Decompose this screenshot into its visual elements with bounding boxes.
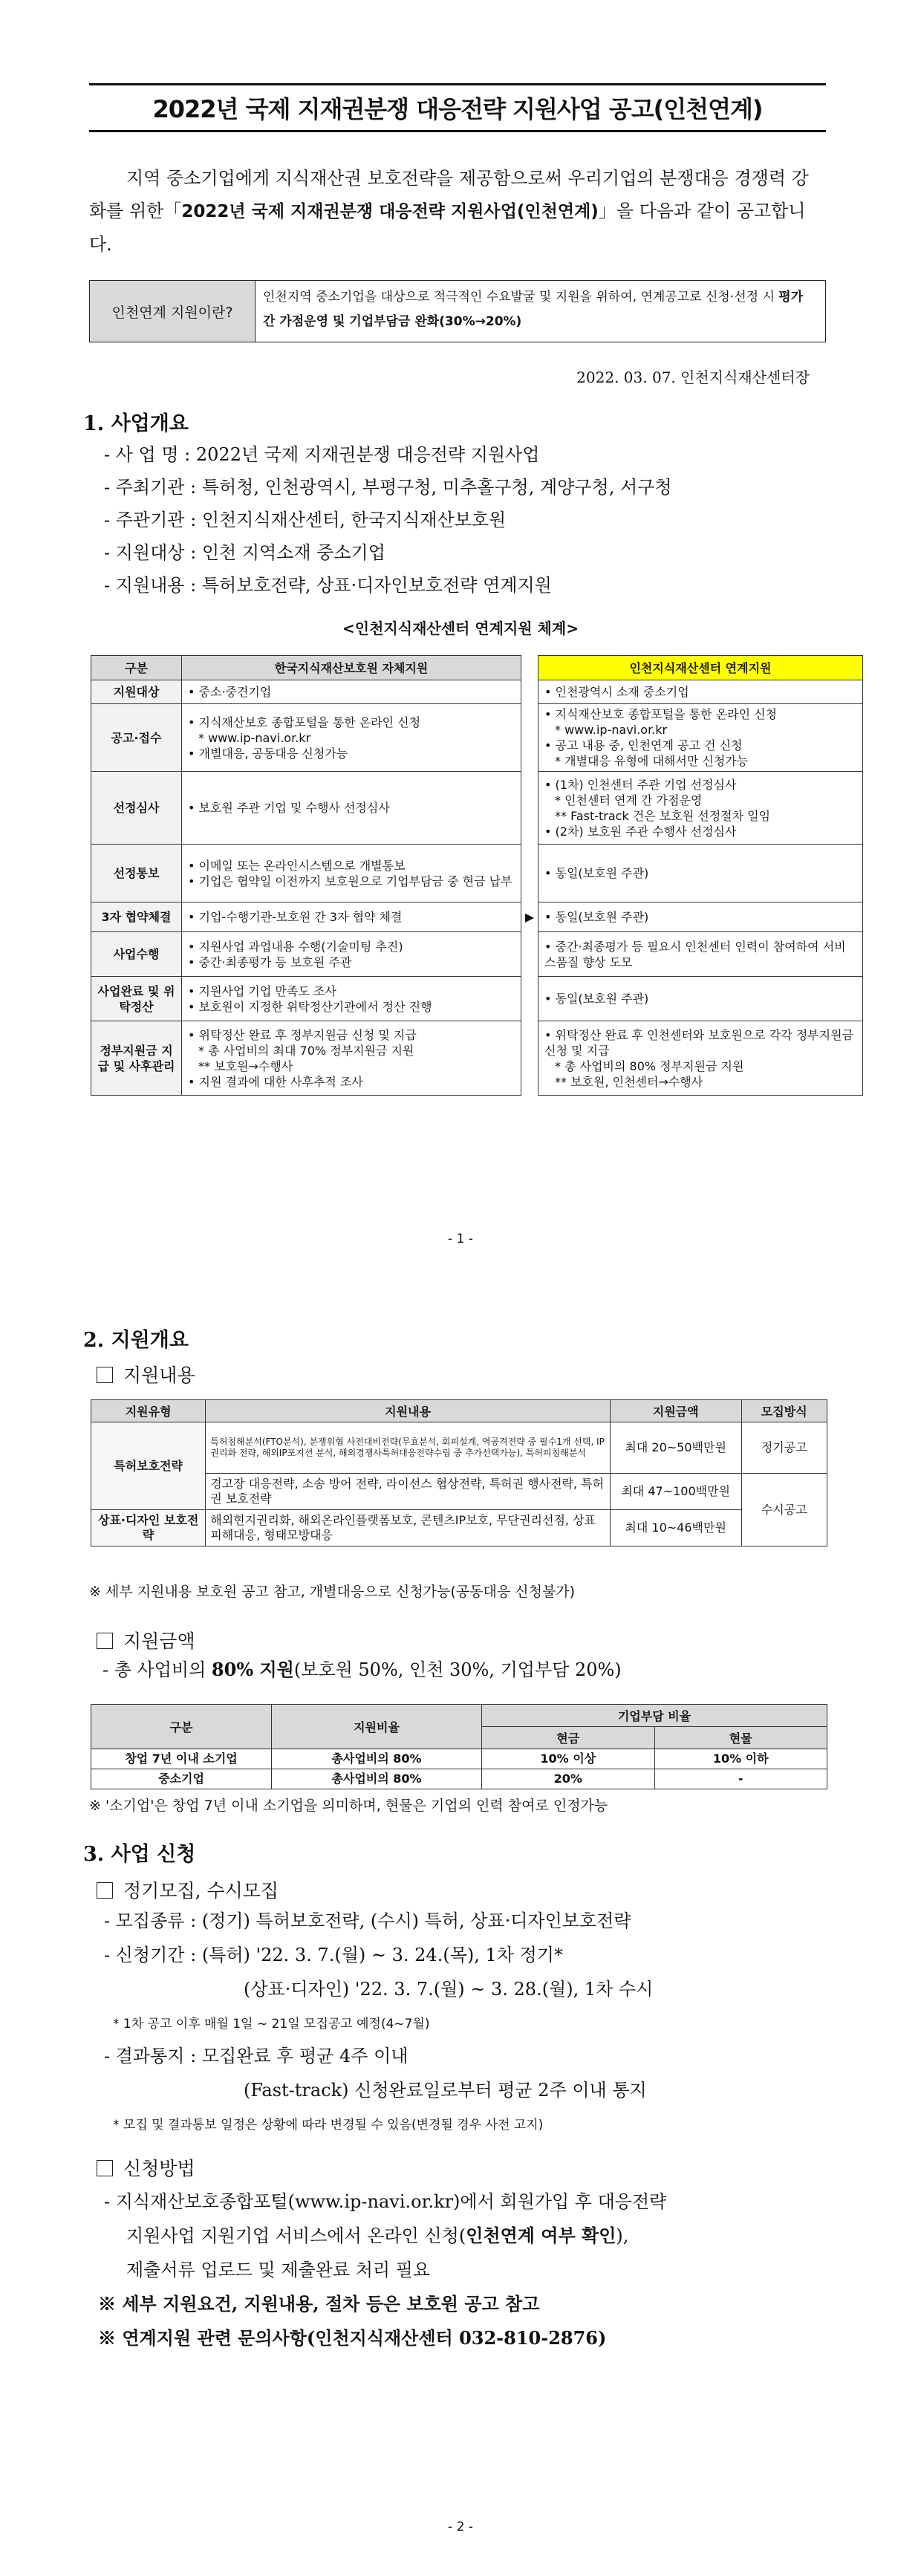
checkbox-square-icon	[97, 1367, 113, 1383]
rate-row-1-cash: 10% 이상	[482, 1749, 655, 1769]
subsection-recruitment	[97, 1876, 279, 1903]
method-line-2c: ),	[616, 2225, 629, 2246]
flow-cell-right	[538, 680, 863, 704]
support-header-type: 지원유형	[91, 1400, 206, 1422]
flow-cell-right	[538, 845, 863, 902]
subsection-method	[97, 2154, 195, 2181]
flow-cell-line: ** 보호원→수행사	[198, 1058, 293, 1073]
support-patent-amount-1: 최대 20~50백만원	[610, 1422, 741, 1474]
flow-arrow-cell	[521, 680, 538, 704]
flow-cell-line: • 보호원이 지정한 위탁정산기관에서 정산 진행	[188, 999, 432, 1014]
flow-cell-line: • 지식재산보호 종합포털을 통한 온라인 신청	[188, 715, 421, 729]
intro-text-2: 」을 다음과 같이 공고합니다.	[89, 201, 806, 255]
flow-cell-line: * 인천센터 연계 간 가점운영	[555, 793, 703, 807]
flow-header-category: 구분	[91, 656, 182, 680]
right-arrow-icon: ▶	[524, 910, 535, 924]
method-line-2a: 지원사업 지원기업 서비스에서 온라인 신청(	[126, 2225, 466, 2246]
flow-row-label: 선정통보	[91, 845, 182, 902]
rate-row-1-rate: 총사업비의 80%	[272, 1749, 482, 1769]
support-header-content: 지원내용	[206, 1400, 611, 1422]
flow-header-gap	[521, 656, 538, 680]
flow-cell-line: • (2차) 보호원 주관 수행사 선정심사	[544, 824, 737, 839]
overview-item-5: - 지원내용 : 특허보호전략, 상표·디자인보호전략 연계지원	[104, 575, 552, 596]
support-flow-table	[91, 655, 863, 1096]
result-notice-fasttrack: (Fast-track) 신청완료일로부터 평균 2주 이내 통지	[244, 2080, 647, 2101]
flow-cell-line: • 중간·최종평가 등 필요시 인천센터 인력이 참여하여 서비스품질 향상 도모	[544, 939, 846, 969]
definition-label: 인천연계 지원이란?	[90, 281, 256, 342]
intro-program-name: 2022년 국제 지재권분쟁 대응전략 지원사업(인천연계)	[181, 202, 599, 221]
flow-arrow-cell	[521, 902, 538, 932]
flow-arrow-cell	[521, 845, 538, 902]
apply-period-brand: (상표·디자인) '22. 3. 7.(월) ~ 3. 28.(월), 1차 수시	[244, 1979, 654, 2000]
subsection-method-label: 신청방법	[123, 2158, 195, 2179]
flow-row-label: 정부지원금 지급 및 사후관리	[91, 1021, 182, 1096]
flow-cell-right	[538, 902, 863, 932]
flow-cell-line: • 지원사업 기업 만족도 조사	[188, 983, 336, 998]
definition-text	[256, 281, 825, 342]
flow-cell-line: * 개별대응 유형에 대해서만 신청가능	[555, 754, 749, 768]
flow-header-incheon: 인천지식재산센터 연계지원	[538, 656, 863, 680]
rate-header-rate: 지원비율	[272, 1705, 482, 1749]
support-brand-content: 해외현지권리화, 해외온라인플랫폼보호, 콘텐츠IP보호, 무단권리선점, 상표피해대응, 형태모방대응	[206, 1510, 611, 1546]
announcement-date: 2022. 03. 07. 인천지식재산센터장	[576, 368, 810, 386]
definition-text-bold: 평가 간 가점운영 및 기업부담금 완화(30%→20%)	[263, 290, 804, 329]
support-type-brand: 상표·디자인 보호전략	[91, 1510, 206, 1546]
subsection-support-amount	[97, 1627, 195, 1653]
support-system-title: <인천지식재산센터 연계지원 체계>	[342, 619, 579, 637]
overview-item-1: - 사 업 명 : 2022년 국제 지재권분쟁 대응전략 지원사업	[104, 444, 540, 465]
rate-row-2-type: 중소기업	[91, 1769, 272, 1789]
support-patent-amount-2: 최대 47~100백만원	[610, 1474, 741, 1510]
flow-row	[91, 932, 863, 977]
flow-row-label: 지원대상	[91, 680, 182, 704]
rate-note: ※ '소기업'은 창업 7년 이내 소기업을 의미하며, 현물은 기업의 인력 참여로 인정가능	[89, 1798, 608, 1814]
recruit-type-line: - 모집종류 : (정기) 특허보호전략, (수시) 특허, 상표·디자인보호전략	[104, 1910, 631, 1931]
flow-row	[91, 1021, 863, 1096]
flow-cell-line: • 지원사업 과업내용 수행(기술미팅 추진)	[188, 939, 403, 954]
flow-cell-line: • 위탁정산 완료 후 정부지원금 신청 및 지급	[188, 1027, 417, 1042]
flow-cell-line: • 보호원 주관 기업 및 수행사 선정심사	[188, 801, 390, 815]
support-content-note: ※ 세부 지원내용 보호원 공고 참고, 개별대응으로 신청가능(공동대응 신청불가)	[89, 1584, 576, 1600]
flow-cell-line: ** 보호원, 인천센터→수행사	[555, 1074, 703, 1089]
flow-arrow-cell	[521, 1021, 538, 1096]
flow-cell-left	[182, 704, 521, 772]
flow-cell-right	[538, 932, 863, 977]
section-1-heading: 1. 사업개요	[83, 412, 189, 435]
rate-row-1-type: 창업 7년 이내 소기업	[91, 1749, 272, 1769]
rate-row-1-kind: 10% 이하	[654, 1749, 827, 1769]
flow-cell-right	[538, 772, 863, 845]
support-patent-method-1: 정기공고	[741, 1422, 827, 1474]
flow-cell-line: * www.ip-navi.or.kr	[198, 730, 311, 745]
support-method-2: 수시공고	[741, 1474, 827, 1546]
support-type-patent: 특허보호전략	[91, 1422, 206, 1510]
method-note-1: ※ 세부 지원요건, 지원내용, 절차 등은 보호원 공고 참고	[98, 2293, 540, 2315]
flow-row-label: 3자 협약체결	[91, 902, 182, 932]
overview-item-4: - 지원대상 : 인천 지역소재 중소기업	[104, 542, 385, 563]
flow-cell-left	[182, 932, 521, 977]
rate-row-2-kind: -	[654, 1769, 827, 1789]
rate-header-type: 구분	[91, 1705, 272, 1749]
support-brand-amount: 최대 10~46백만원	[610, 1510, 741, 1546]
flow-row	[91, 704, 863, 772]
support-header-amount: 지원금액	[610, 1400, 741, 1422]
intro-text-1: 지역 중소기업에게 지식재산권 보호전략을 제공함으로써 우리기업의 분쟁대응 경쟁력 강화를 위한「	[89, 168, 809, 221]
method-line-2	[126, 2219, 628, 2252]
flow-header-self: 한국지식재산보호원 자체지원	[182, 656, 521, 680]
overview-item-2: - 주최기관 : 특허청, 인천광역시, 부평구청, 미추홀구청, 계양구청, 서구청	[104, 477, 672, 498]
flow-cell-line: * 총 사업비의 최대 70% 정부지원금 지원	[198, 1043, 414, 1058]
flow-cell-line: • 중간·최종평가 등 보호원 주관	[188, 954, 352, 969]
rate-header-burden: 기업부담 비율	[482, 1705, 827, 1727]
checkbox-square-icon	[97, 2160, 113, 2176]
support-patent-content-1: 특허침해분석(FTO분석), 분쟁위협 사전대비전략(무효분석, 회피설계, 역공격전략 중 필수1개 선택, IP권리화 전략, 해외IP포지션 분석, 해외경쟁사특허대응전략수립 중 추가선택가능), 특허피침해분석	[206, 1422, 611, 1474]
flow-arrow-cell	[521, 977, 538, 1021]
flow-row	[91, 902, 863, 932]
flow-cell-line: • 동일(보호원 주관)	[544, 866, 649, 880]
flow-body	[91, 680, 863, 1096]
flow-cell-left	[182, 845, 521, 902]
amount-bold: 80% 지원	[211, 1659, 294, 1680]
flow-cell-left	[182, 772, 521, 845]
flow-arrow-cell	[521, 772, 538, 845]
flow-cell-line: • 지원 결과에 대한 사후추적 조사	[188, 1074, 363, 1089]
flow-cell-line: ** Fast-track 건은 보호원 선정절차 일임	[555, 808, 771, 823]
flow-row	[91, 977, 863, 1021]
method-note-2: ※ 연계지원 관련 문의사항(인천지식재산센터 032-810-2876)	[98, 2327, 607, 2349]
page-number-2: - 2 -	[448, 2520, 473, 2534]
overview-item-3: - 주관기관 : 인천지식재산센터, 한국지식재산보호원	[104, 510, 507, 530]
definition-text-main: 인천지역 중소기업을 대상으로 적극적인 수요발굴 및 지원을 위하여, 연계공고로 신청·선정 시	[263, 290, 779, 305]
page-number-1: - 1 -	[448, 1232, 473, 1246]
flow-cell-line: • 이메일 또는 온라인시스템으로 개별통보	[188, 858, 406, 873]
flow-cell-line: • 인천광역시 소재 중소기업	[544, 685, 689, 699]
burden-rate-table	[91, 1704, 827, 1789]
flow-cell-line: • 공고 내용 중, 인천연계 공고 건 신청	[544, 738, 743, 752]
flow-cell-line: * www.ip-navi.or.kr	[555, 723, 668, 737]
rate-header-kind: 현물	[654, 1727, 827, 1749]
support-header-method: 모집방식	[741, 1400, 827, 1422]
subsection-support-content-label: 지원내용	[123, 1365, 195, 1386]
support-amount-line	[102, 1653, 622, 1686]
result-notice-line: - 결과통지 : 모집완료 후 평균 4주 이내	[104, 2046, 409, 2066]
announcement-title-box	[89, 83, 826, 132]
flow-cell-right	[538, 704, 863, 772]
support-content-table	[91, 1399, 827, 1546]
flow-cell-right	[538, 977, 863, 1021]
flow-cell-left	[182, 1021, 521, 1096]
page-2	[0, 1288, 921, 2576]
apply-period-patent: - 신청기간 : (특허) '22. 3. 7.(월) ~ 3. 24.(목), 1차 정기*	[104, 1945, 563, 1965]
definition-box	[89, 280, 826, 342]
flow-row-label: 사업수행	[91, 932, 182, 977]
flow-cell-line: • 동일(보호원 주관)	[544, 910, 649, 924]
intro-paragraph	[89, 162, 824, 261]
flow-cell-line: • (1차) 인천센터 주관 기업 선정심사	[544, 777, 737, 792]
rate-row-2-cash: 20%	[482, 1769, 655, 1789]
flow-cell-line: • 기업은 협약일 이전까지 보호원으로 기업부담금 중 현금 납부	[188, 874, 512, 888]
flow-cell-left	[182, 902, 521, 932]
flow-cell-line: • 기업-수행기관-보호원 간 3자 협약 체결	[188, 910, 403, 924]
flow-cell-left	[182, 680, 521, 704]
flow-cell-right	[538, 1021, 863, 1096]
flow-row	[91, 680, 863, 704]
flow-cell-line: • 위탁정산 완료 후 인천센터와 보호원으로 각각 정부지원금 신청 및 지급	[544, 1027, 853, 1058]
apply-period-note: * 1차 공고 이후 매월 1일 ~ 21일 모집공고 예정(4~7월)	[113, 2017, 430, 2032]
section-2-heading: 2. 지원개요	[83, 1329, 189, 1352]
flow-cell-left	[182, 977, 521, 1021]
flow-cell-line: • 지식재산보호 종합포털을 통한 온라인 신청	[544, 707, 778, 721]
flow-row	[91, 845, 863, 902]
checkbox-square-icon	[97, 1882, 113, 1899]
subsection-recruitment-label: 정기모집, 수시모집	[123, 1880, 279, 1902]
flow-arrow-cell	[521, 932, 538, 977]
subsection-support-amount-label: 지원금액	[123, 1630, 195, 1652]
flow-cell-line: • 개별대응, 공동대응 신청가능	[188, 746, 348, 761]
amount-post: (보호원 50%, 인천 30%, 기업부담 20%)	[293, 1659, 622, 1680]
flow-cell-line: * 총 사업비의 80% 정부지원금 지원	[555, 1058, 744, 1073]
subsection-support-content	[97, 1361, 195, 1388]
schedule-note: * 모집 및 결과통보 일정은 상황에 따라 변경될 수 있음(변경될 경우 사전 고지)	[113, 2118, 544, 2133]
rate-row-2-rate: 총사업비의 80%	[272, 1769, 482, 1789]
section-3-heading: 3. 사업 신청	[83, 1843, 196, 1866]
checkbox-square-icon	[97, 1633, 113, 1649]
flow-cell-line: • 동일(보호원 주관)	[544, 992, 649, 1006]
flow-row-label: 사업완료 및 위탁정산	[91, 977, 182, 1021]
flow-arrow-cell	[521, 704, 538, 772]
method-line-3: 제출서류 업로드 및 제출완료 처리 필요	[126, 2260, 431, 2280]
amount-pre: - 총 사업비의	[102, 1659, 212, 1680]
rate-header-cash: 현금	[482, 1727, 655, 1749]
flow-row-label: 선정심사	[91, 772, 182, 845]
flow-row-label: 공고·접수	[91, 704, 182, 772]
method-line-2-bold: 인천연계 여부 확인	[466, 2225, 616, 2246]
support-patent-content-2: 경고장 대응전략, 소송 방어 전략, 라이선스 협상전략, 특허권 행사전략, 특허권 보호전략	[206, 1474, 611, 1510]
flow-cell-line: • 중소·중견기업	[188, 685, 272, 699]
announcement-title: 2022년 국제 지재권분쟁 대응전략 지원사업 공고(인천연계)	[152, 95, 763, 123]
flow-row	[91, 772, 863, 845]
method-line-1: - 지식재산보호종합포털(www.ip-navi.or.kr)에서 회원가입 후 대응전략	[104, 2191, 667, 2212]
